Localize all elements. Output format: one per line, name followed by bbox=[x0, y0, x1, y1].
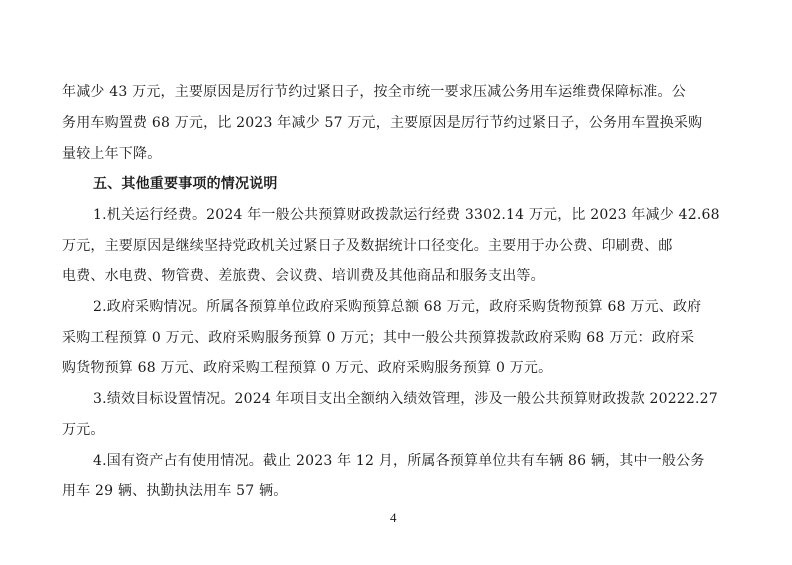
text-line-7: 电费、水电费、物管费、差旅费、会议费、培训费及其他商品和服务支出等。 bbox=[62, 268, 545, 284]
text-line-5: 1.机关运行经费。2024 年一般公共预算财政拨款运行经费 3302.14 万元，比 2023 年减少 42.68 bbox=[93, 207, 720, 223]
text-line-13: 4.国有资产占有使用情况。截止 2023 年 12 月，所属各预算单位共有车辆 86 辆，其中一般公务 bbox=[93, 453, 705, 469]
text-line-14: 用车 29 辆、执勤执法用车 57 辆。 bbox=[62, 483, 288, 499]
text-line-3: 量较上年下降。 bbox=[62, 146, 162, 162]
text-line-9: 采购工程预算 0 万元、政府采购服务预算 0 万元；其中一般公共预算拨款政府采购 68 万元：政府采 bbox=[62, 330, 695, 346]
text-line-8: 2.政府采购情况。所属各预算单位政府采购预算总额 68 万元，政府采购货物预算 68 万元、政府 bbox=[93, 299, 702, 315]
text-line-10: 购货物预算 68 万元、政府采购工程预算 0 万元、政府采购服务预算 0 万元。 bbox=[62, 360, 553, 376]
text-line-2: 务用车购置费 68 万元，比 2023 年减少 57 万元，主要原因是厉行节约过紧日子，公务用车置换采购 bbox=[62, 115, 703, 131]
page-number: 4 bbox=[390, 510, 397, 525]
text-line-6: 万元，主要原因是继续坚持党政机关过紧日子及数据统计口径变化。主要用于办公费、印刷费、邮 bbox=[62, 238, 673, 254]
text-line-11: 3.绩效目标设置情况。2024 年项目支出全额纳入绩效管理，涉及一般公共预算财政拨款 20222.27 bbox=[93, 391, 718, 407]
text-line-12: 万元。 bbox=[62, 422, 105, 438]
section-heading: 五、其他重要事项的情况说明 bbox=[93, 176, 278, 192]
text-line-1: 年减少 43 万元，主要原因是厉行节约过紧日子，按全市统一要求压减公务用车运维费保障标准。公 bbox=[62, 84, 686, 100]
